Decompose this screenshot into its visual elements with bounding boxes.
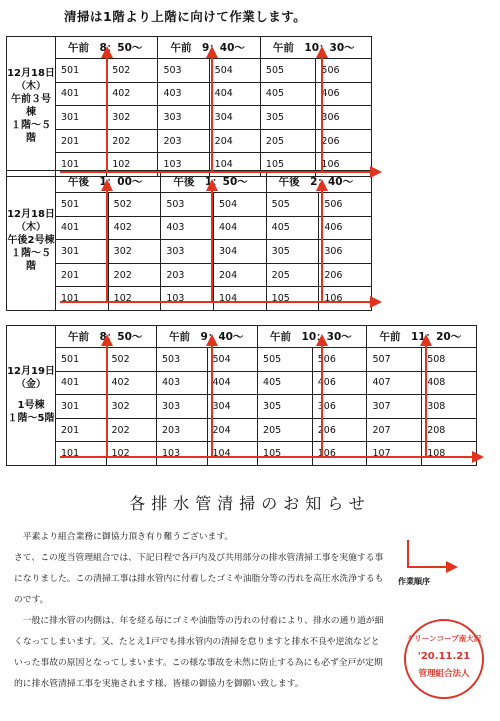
table-row: 501 502 503 504 505 506 507 508	[7, 348, 477, 372]
table-row: 301 302 303 304 305 306 307 308	[7, 395, 477, 419]
table-row: 101 102 103 104 105 106	[7, 153, 372, 177]
paragraph: 一般に排水管の内側は、年を経る毎にゴミや油脂等の汚れの付着により、排水の通り道が細くなってしまいます。又、たとえ1戸でも排水管内の清掃を怠りますと排水不良や逆流などといった事故の原因となってしまいます。この様な事故を未然に防止する為にも必ず全戸が定期的に排水管清掃工事を実施されます様、皆様の御協力を御願い致します。	[14, 616, 384, 689]
table-row: 501 502 503 504 505 506	[7, 59, 372, 83]
time-header: 午前 8：50～	[56, 326, 157, 348]
notice-title: 各排水管清掃のお知らせ	[129, 494, 371, 513]
table-row: 301 302 303 304 305 306	[7, 106, 372, 130]
schedule-table-2	[6, 170, 372, 311]
table-row: 401 402 403 404 405 406	[7, 216, 372, 240]
table-row: 201 202 203 204 205 206 207 208	[7, 418, 477, 442]
day-cell: 12月18日 （木） 午前３号 棟 １階～５ 階	[7, 37, 56, 177]
time-header: 午後 2：40～	[266, 171, 371, 193]
schedule-table-3	[6, 325, 477, 466]
table-row: 301 302 303 304 305 306	[7, 240, 372, 264]
table-row: 401 402 403 404 405 406	[7, 82, 372, 106]
paragraph: さて、この度当管理組合では、下記日程で各戸内及び共用部分の排水管清掃工事を実施する事になりました。この清掃工事は排水管内に付着したゴミや油脂分等の汚れを高圧水洗浄するものです。	[14, 553, 384, 605]
time-header: 午前 10：30～	[260, 37, 371, 59]
table-row: 201 202 203 204 205 206	[7, 263, 372, 287]
legend-label: 作業順序	[398, 577, 430, 586]
table-row: 101 102 103 104 105 106	[7, 287, 372, 311]
time-header: 午前 11：20～	[367, 326, 477, 348]
schedule-table-1	[6, 36, 372, 177]
day-cell: 12月19日 （金） 1号棟 １階～5階	[7, 326, 56, 466]
time-header: 午後 1：00～	[56, 171, 161, 193]
time-header: 午前 9：40～	[158, 37, 260, 59]
paragraph: 平素より組合業務に御協力頂き有り難うございます。	[22, 532, 234, 542]
table-row: 401 402 403 404 405 406 407 408	[7, 371, 477, 395]
management-seal: グリーンコープ南大沢 '20.11.21 管理組合法人	[404, 619, 484, 699]
table-row: 501 502 503 504 505 506	[7, 193, 372, 217]
time-header: 午前 10：30～	[258, 326, 367, 348]
day-cell: 12月18日 （木） 午後2号棟 １階～５ 階	[7, 171, 56, 311]
notice-body	[14, 527, 384, 695]
time-header: 午後 1：50～	[161, 171, 266, 193]
time-header: 午前 9：40～	[157, 326, 258, 348]
legend-arrow	[408, 540, 452, 567]
table-row: 101 102 103 104 105 106 107 108	[7, 442, 477, 466]
top-notice: 清掃は1階より上階に向けて作業します。	[64, 9, 307, 24]
table-row: 201 202 203 204 205 206	[7, 129, 372, 153]
time-header: 午前 8：50～	[56, 37, 158, 59]
